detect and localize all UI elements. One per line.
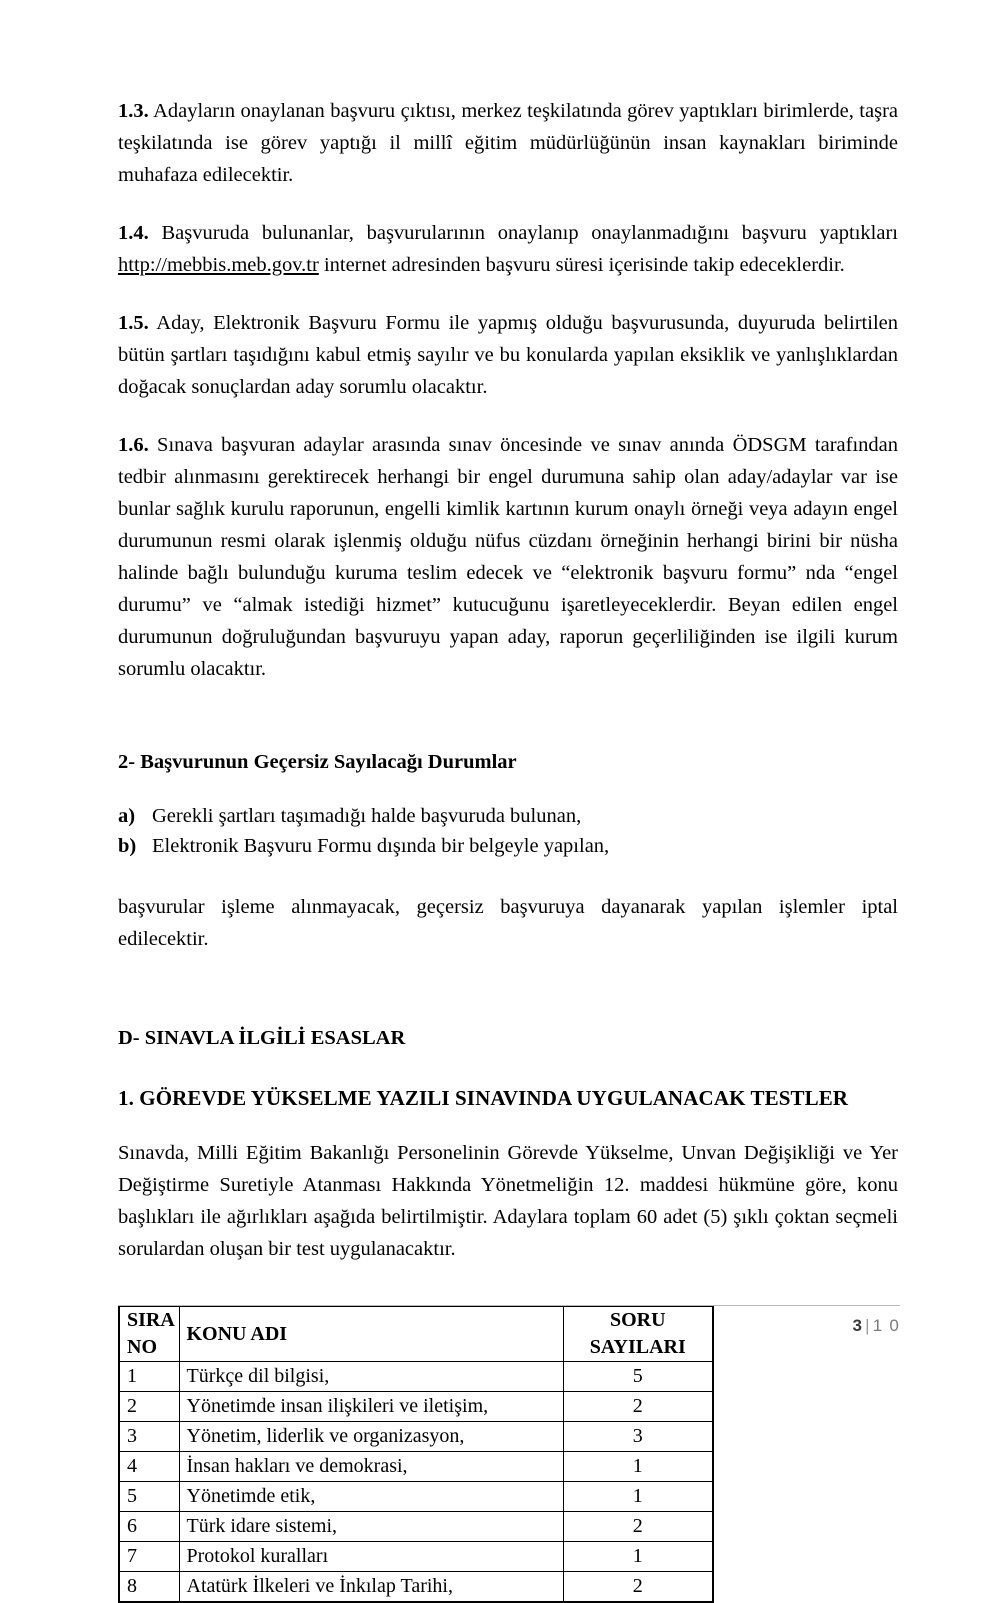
table-row xyxy=(119,1422,713,1452)
table-row xyxy=(119,1452,713,1482)
cell-sira-no: 3 xyxy=(119,1422,179,1452)
section-d-heading: D- SINAVLA İLGİLİ ESASLAR xyxy=(118,1027,406,1049)
mebbis-link[interactable]: http://mebbis.meb.gov.tr xyxy=(118,254,319,276)
list-item-label: Elektronik Başvuru Formu dışında bir belgeyle yapılan, xyxy=(152,835,610,857)
spacer xyxy=(118,777,898,801)
paragraph-text-after-link: internet adresinden başvuru süresi içerisinde takip edeceklerdir. xyxy=(318,254,845,276)
spacer xyxy=(118,711,898,747)
cell-sira-no: 7 xyxy=(119,1542,179,1572)
cell-konu-adi: Türkçe dil bilgisi, xyxy=(179,1362,563,1392)
cell-soru-sayisi: 2 xyxy=(563,1512,713,1542)
list-item xyxy=(118,831,898,861)
invalid-application-list xyxy=(118,801,898,861)
spacer xyxy=(118,1113,898,1137)
paragraph-text-before-link: Başvuruda bulunanlar, başvurularının onaylanıp onaylanmadığını başvuru yaptıkları xyxy=(161,222,898,244)
cell-sira-no: 4 xyxy=(119,1452,179,1482)
table-row xyxy=(119,1392,713,1422)
cell-sira-no: 8 xyxy=(119,1572,179,1603)
column-header-sira-no-line1: SIRA xyxy=(127,1309,175,1331)
cell-sira-no: 1 xyxy=(119,1362,179,1392)
total-page-count: 1 0 xyxy=(872,1316,900,1335)
cell-konu-adi: Yönetim, liderlik ve organizasyon, xyxy=(179,1422,563,1452)
cell-konu-adi: Protokol kuralları xyxy=(179,1542,563,1572)
paragraph-text: Aday, Elektronik Başvuru Formu ile yapmış olduğu başvurusunda, duyuruda belirtilen bütün şartları taşıdığını kabul etmiş sayılır ve bu konularda yapılan eksiklik ve yanlışlıklardan doğacak sonuçlardan aday sorumlu olacaktır. xyxy=(118,312,898,398)
list-item xyxy=(118,801,898,831)
table-row xyxy=(119,1572,713,1603)
paragraph-number: 1.3. xyxy=(118,100,149,122)
spacer xyxy=(118,1053,898,1083)
table-row xyxy=(119,1362,713,1392)
list-item-marker: a) xyxy=(118,805,136,827)
table-row xyxy=(119,1512,713,1542)
paragraph-number: 1.4. xyxy=(118,222,149,244)
cell-soru-sayisi: 2 xyxy=(563,1572,713,1603)
cell-sira-no: 5 xyxy=(119,1482,179,1512)
section-2-closing: başvurular işleme alınmayacak, geçersiz başvuruya dayanarak yapılan işlemler iptal edilecektir. xyxy=(118,896,898,950)
cell-soru-sayisi: 1 xyxy=(563,1482,713,1512)
table-body xyxy=(119,1362,713,1603)
cell-soru-sayisi: 5 xyxy=(563,1362,713,1392)
paragraph-1-4 xyxy=(118,217,898,281)
paragraph-1-6 xyxy=(118,429,898,685)
cell-soru-sayisi: 2 xyxy=(563,1392,713,1422)
cell-konu-adi: İnsan hakları ve demokrasi, xyxy=(179,1452,563,1482)
spacer xyxy=(118,861,898,891)
column-header-sira-no-line2: NO xyxy=(127,1336,157,1358)
list-item-marker: b) xyxy=(118,835,137,857)
section-d-subheading: 1. GÖREVDE YÜKSELME YAZILI SINAVINDA UYGULANACAK TESTLER xyxy=(118,1086,849,1110)
cell-soru-sayisi: 3 xyxy=(563,1422,713,1452)
paragraph-number: 1.6. xyxy=(118,434,149,456)
paragraph-number: 1.5. xyxy=(118,312,149,334)
page-number-indicator xyxy=(118,1306,900,1341)
column-header-konu-adi: KONU ADI xyxy=(179,1306,563,1362)
paragraph-text: Sınava başvuran adaylar arasında sınav öncesinde ve sınav anında ÖDSGM tarafından tedbir alınmasını gerektirecek herhangi bir engel durumuna sahip olan aday/adaylar var ise bunlar sağlık kurulu raporunun, engelli kimlik kartının kurum onaylı örneği veya adayın engel durumunun resmi olarak işlenmiş olduğu nüfus cüzdanı örneğinin herhangi birini bir nüsha halinde bağlı bulunduğu kuruma teslim edecek ve “elektronik başvuru formu” nda “engel durumu” ve “almak istediği hizmet” kutucuğunu işaretleyeceklerdir. Beyan edilen engel durumunun doğruluğundan başvuruyu yapan aday, raporun geçerliliğinden ise ilgili kurum sorumlu olacaktır. xyxy=(118,434,898,680)
current-page-number: 3 xyxy=(852,1316,864,1335)
cell-soru-sayisi: 1 xyxy=(563,1542,713,1572)
paragraph-1-3 xyxy=(118,95,898,191)
cell-konu-adi: Atatürk İlkeleri ve İnkılap Tarihi, xyxy=(179,1572,563,1603)
column-header-soru-line1: SORU xyxy=(609,1309,666,1331)
list-item-label: Gerekli şartları taşımadığı halde başvuruda bulunan, xyxy=(152,805,582,827)
konu-table xyxy=(118,1305,714,1603)
paragraph-1-5 xyxy=(118,307,898,403)
page-number-separator: | xyxy=(865,1316,871,1335)
page-footer xyxy=(118,1305,900,1341)
konu-table-wrapper xyxy=(118,1305,712,1603)
table-row xyxy=(119,1482,713,1512)
section-d-intro: Sınavda, Milli Eğitim Bakanlığı Personelinin Görevde Yükselme, Unvan Değişikliği ve Yer Değiştirme Suretiyle Atanması Hakkında Yönetmeliğin 12. maddesi hükmüne göre, konu başlıkları ile ağırlıkları aşağıda belirtilmiştir. Adaylara toplam 60 adet (5) şıklı çoktan seçmeli sorulardan oluşan bir test uygulanacaktır. xyxy=(118,1142,898,1260)
column-header-soru-line2: SAYILARI xyxy=(589,1336,686,1358)
cell-konu-adi: Yönetimde etik, xyxy=(179,1482,563,1512)
cell-konu-adi: Türk idare sistemi, xyxy=(179,1512,563,1542)
table-row xyxy=(119,1542,713,1572)
cell-sira-no: 2 xyxy=(119,1392,179,1422)
cell-soru-sayisi: 1 xyxy=(563,1452,713,1482)
paragraph-text: Adayların onaylanan başvuru çıktısı, merkez teşkilatında görev yaptıkları birimlerde, taşra teşkilatında ise görev yaptığı il millî eğitim müdürlüğünün insan kaynakları biriminde muhafaza edilecektir. xyxy=(118,100,899,186)
page-content xyxy=(118,95,898,1603)
cell-sira-no: 6 xyxy=(119,1512,179,1542)
cell-konu-adi: Yönetimde insan ilişkileri ve iletişim, xyxy=(179,1392,563,1422)
section-2-heading: 2- Başvurunun Geçersiz Sayılacağı Durumlar xyxy=(118,751,517,773)
spacer xyxy=(118,981,898,1023)
